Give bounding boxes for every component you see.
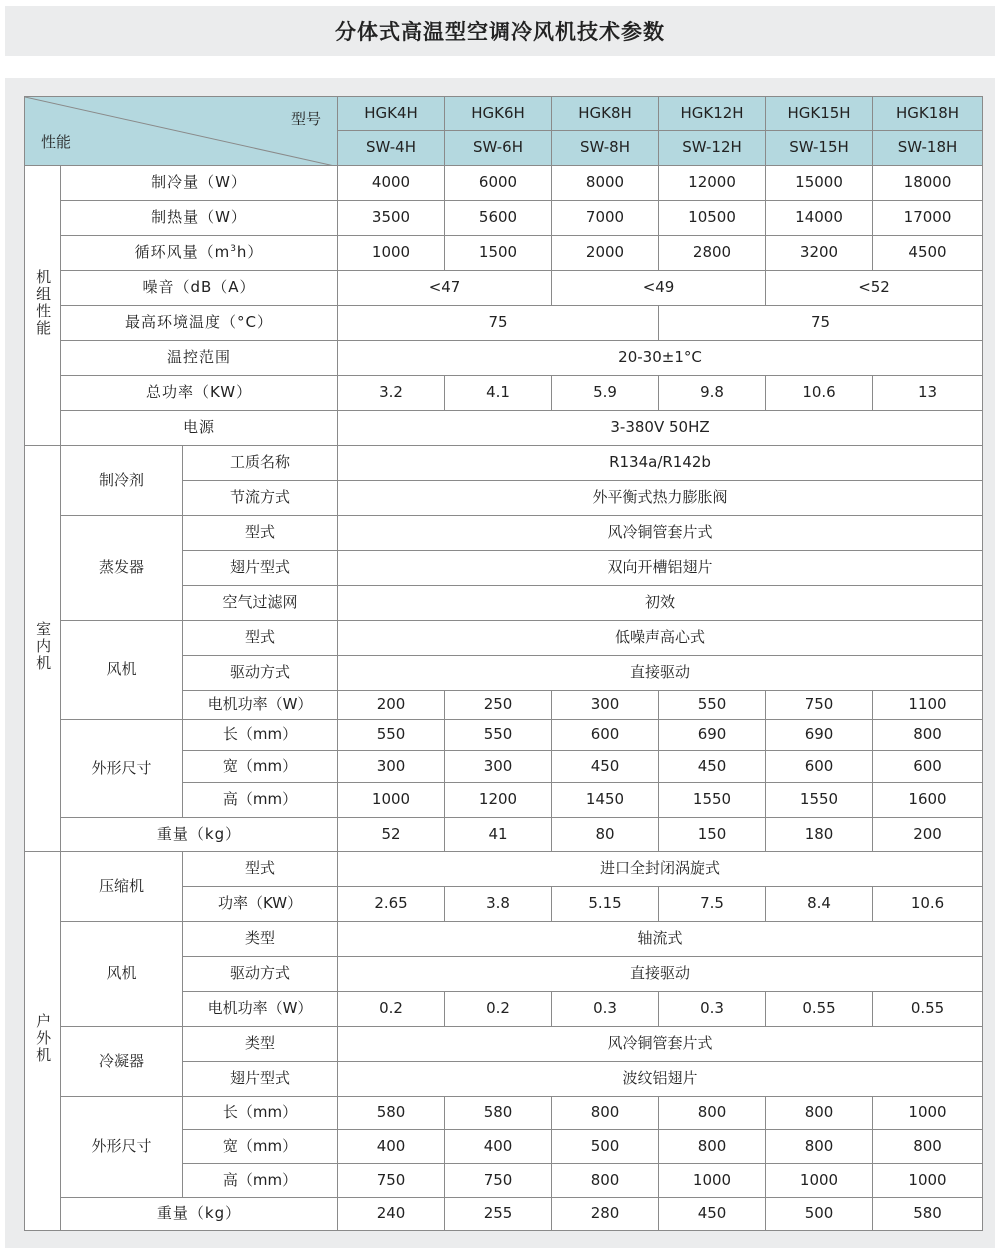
value-cell: 2800 [659,236,766,271]
value-cell: 200 [338,691,445,720]
value-cell: 12000 [659,166,766,201]
value-cell: 500 [552,1130,659,1164]
row-label: 型式 [183,516,338,551]
value-cell: 180 [766,818,873,852]
value-cell: 9.8 [659,376,766,411]
value-cell: 14000 [766,201,873,236]
value-cell: 6000 [445,166,552,201]
value-cell: 400 [338,1130,445,1164]
group-label-outdoor: 户外机 [25,852,61,1231]
value-cell: 1000 [766,1164,873,1198]
value-cell: 2000 [552,236,659,271]
value-cell: 3.2 [338,376,445,411]
value-cell: 外平衡式热力膨胀阀 [338,481,983,516]
submodel-cell: SW-15H [766,131,873,166]
value-cell: 150 [659,818,766,852]
value-cell: <52 [766,271,983,306]
value-cell: 5600 [445,201,552,236]
value-cell: 进口全封闭涡旋式 [338,852,983,887]
category-label: 冷凝器 [61,1027,183,1097]
value-cell: 800 [552,1164,659,1198]
value-cell: 1100 [873,691,983,720]
table-row [25,1097,983,1130]
model-label: 型号 [291,110,322,128]
row-label: 驱动方式 [183,957,338,992]
value-cell: 4.1 [445,376,552,411]
value-cell: 1000 [338,236,445,271]
value-cell: 10500 [659,201,766,236]
table-row [25,306,983,341]
value-cell: 20-30±1°C [338,341,983,376]
value-cell: 800 [873,720,983,751]
value-cell: 1500 [445,236,552,271]
value-cell: 255 [445,1198,552,1231]
value-cell: 17000 [873,201,983,236]
row-label: 驱动方式 [183,656,338,691]
row-label: 宽（mm） [183,751,338,783]
value-cell: 8.4 [766,887,873,922]
value-cell: 轴流式 [338,922,983,957]
value-cell: 240 [338,1198,445,1231]
table-row [25,411,983,446]
row-label: 电源 [61,411,338,446]
value-cell: 800 [659,1130,766,1164]
value-cell: 波纹铝翅片 [338,1062,983,1097]
model-cell: HGK4H [338,97,445,131]
table-row [25,516,983,551]
table-row [25,818,983,852]
value-cell: 300 [445,751,552,783]
value-cell: 52 [338,818,445,852]
group-label-unit: 机组性能 [25,166,61,446]
value-cell: 0.2 [445,992,552,1027]
row-label: 类型 [183,1027,338,1062]
value-cell: 690 [659,720,766,751]
row-label: 翅片型式 [183,1062,338,1097]
value-cell: 1550 [766,783,873,818]
value-cell: 风冷铜管套片式 [338,516,983,551]
value-cell: 450 [659,751,766,783]
category-label: 风机 [61,922,183,1027]
value-cell: 18000 [873,166,983,201]
row-label: 节流方式 [183,481,338,516]
value-cell: 450 [659,1198,766,1231]
value-cell: 2.65 [338,887,445,922]
model-cell: HGK15H [766,97,873,131]
row-label: 制热量（W） [61,201,338,236]
value-cell: 580 [338,1097,445,1130]
value-cell: 1000 [873,1097,983,1130]
value-cell: 7.5 [659,887,766,922]
value-cell: 4500 [873,236,983,271]
value-cell: 0.55 [873,992,983,1027]
value-cell: 初效 [338,586,983,621]
value-cell: 400 [445,1130,552,1164]
value-cell: 690 [766,720,873,751]
value-cell: 550 [338,720,445,751]
value-cell: 10.6 [873,887,983,922]
value-cell: 1000 [338,783,445,818]
value-cell: 800 [766,1130,873,1164]
table-row [25,166,983,201]
value-cell: 280 [552,1198,659,1231]
value-cell: 580 [445,1097,552,1130]
diagonal-line [25,97,338,166]
row-label: 类型 [183,922,338,957]
value-cell: 5.9 [552,376,659,411]
value-cell: 450 [552,751,659,783]
value-cell: 250 [445,691,552,720]
row-label: 电机功率（W） [183,992,338,1027]
value-cell: 300 [552,691,659,720]
value-cell: 1000 [873,1164,983,1198]
performance-label: 性能 [41,132,72,151]
value-cell: 直接驱动 [338,957,983,992]
value-cell: 600 [766,751,873,783]
value-cell: 7000 [552,201,659,236]
value-cell: 0.3 [659,992,766,1027]
value-cell: 600 [552,720,659,751]
value-cell: 75 [338,306,659,341]
table-row [25,1198,983,1231]
row-label: 型式 [183,621,338,656]
row-label: 电机功率（W） [183,691,338,720]
row-label: 长（mm） [183,720,338,751]
value-cell: 800 [766,1097,873,1130]
value-cell: 8000 [552,166,659,201]
row-label: 重量（kg） [61,1198,338,1231]
submodel-cell: SW-4H [338,131,445,166]
category-label: 蒸发器 [61,516,183,621]
value-cell: 1450 [552,783,659,818]
value-cell: 3200 [766,236,873,271]
model-cell: HGK18H [873,97,983,131]
row-label: 工质名称 [183,446,338,481]
value-cell: 0.3 [552,992,659,1027]
row-label: 制冷量（W） [61,166,338,201]
table-row [25,236,983,271]
value-cell: 800 [552,1097,659,1130]
row-label: 高（mm） [183,1164,338,1198]
category-label: 风机 [61,621,183,720]
row-label: 噪音（dB（A） [61,271,338,306]
value-cell: 直接驱动 [338,656,983,691]
value-cell: 0.55 [766,992,873,1027]
value-cell: 80 [552,818,659,852]
value-cell: 800 [659,1097,766,1130]
page-title: 分体式高温型空调冷风机技术参数 [5,6,995,56]
value-cell: 3.8 [445,887,552,922]
value-cell: 750 [338,1164,445,1198]
header-diagonal-cell [25,97,338,166]
category-label: 外形尺寸 [61,1097,183,1198]
table-row [25,720,983,751]
submodel-cell: SW-18H [873,131,983,166]
table-row [25,271,983,306]
value-cell: 550 [445,720,552,751]
table-row [25,201,983,236]
value-cell: 800 [873,1130,983,1164]
row-label: 空气过滤网 [183,586,338,621]
table-row [25,341,983,376]
value-cell: 1200 [445,783,552,818]
category-label: 压缩机 [61,852,183,922]
value-cell: <47 [338,271,552,306]
value-cell: 低噪声高心式 [338,621,983,656]
group-label-indoor: 室内机 [25,446,61,852]
value-cell: 风冷铜管套片式 [338,1027,983,1062]
value-cell: 13 [873,376,983,411]
value-cell: 3500 [338,201,445,236]
table-row [25,1027,983,1062]
row-label: 温控范围 [61,341,338,376]
value-cell: 41 [445,818,552,852]
value-cell: 4000 [338,166,445,201]
row-label: 总功率（KW） [61,376,338,411]
model-cell: HGK8H [552,97,659,131]
value-cell: 5.15 [552,887,659,922]
table-row [25,922,983,957]
value-cell: 0.2 [338,992,445,1027]
row-label: 长（mm） [183,1097,338,1130]
value-cell: 3-380V 50HZ [338,411,983,446]
value-cell: 双向开槽铝翅片 [338,551,983,586]
value-cell: 15000 [766,166,873,201]
row-label: 宽（mm） [183,1130,338,1164]
value-cell: R134a/R142b [338,446,983,481]
submodel-cell: SW-8H [552,131,659,166]
row-label: 最高环境温度（°C） [61,306,338,341]
header-row [25,97,983,131]
row-label: 重量（kg） [61,818,338,852]
model-cell: HGK12H [659,97,766,131]
table-row [25,621,983,656]
category-label: 制冷剂 [61,446,183,516]
submodel-cell: SW-12H [659,131,766,166]
value-cell: <49 [552,271,766,306]
value-cell: 500 [766,1198,873,1231]
row-label: 型式 [183,852,338,887]
value-cell: 10.6 [766,376,873,411]
table-row [25,376,983,411]
value-cell: 300 [338,751,445,783]
value-cell: 1600 [873,783,983,818]
model-cell: HGK6H [445,97,552,131]
submodel-cell: SW-6H [445,131,552,166]
value-cell: 750 [445,1164,552,1198]
table-row [25,852,983,887]
row-label: 高（mm） [183,783,338,818]
spec-table [24,96,983,1231]
value-cell: 750 [766,691,873,720]
table-row [25,446,983,481]
row-label: 功率（KW） [183,887,338,922]
value-cell: 580 [873,1198,983,1231]
value-cell: 600 [873,751,983,783]
category-label: 外形尺寸 [61,720,183,818]
value-cell: 550 [659,691,766,720]
value-cell: 75 [659,306,983,341]
row-label: 循环风量$(m^3h)$ [61,236,338,271]
value-cell: 1000 [659,1164,766,1198]
value-cell: 200 [873,818,983,852]
value-cell: 1550 [659,783,766,818]
row-label: 翅片型式 [183,551,338,586]
